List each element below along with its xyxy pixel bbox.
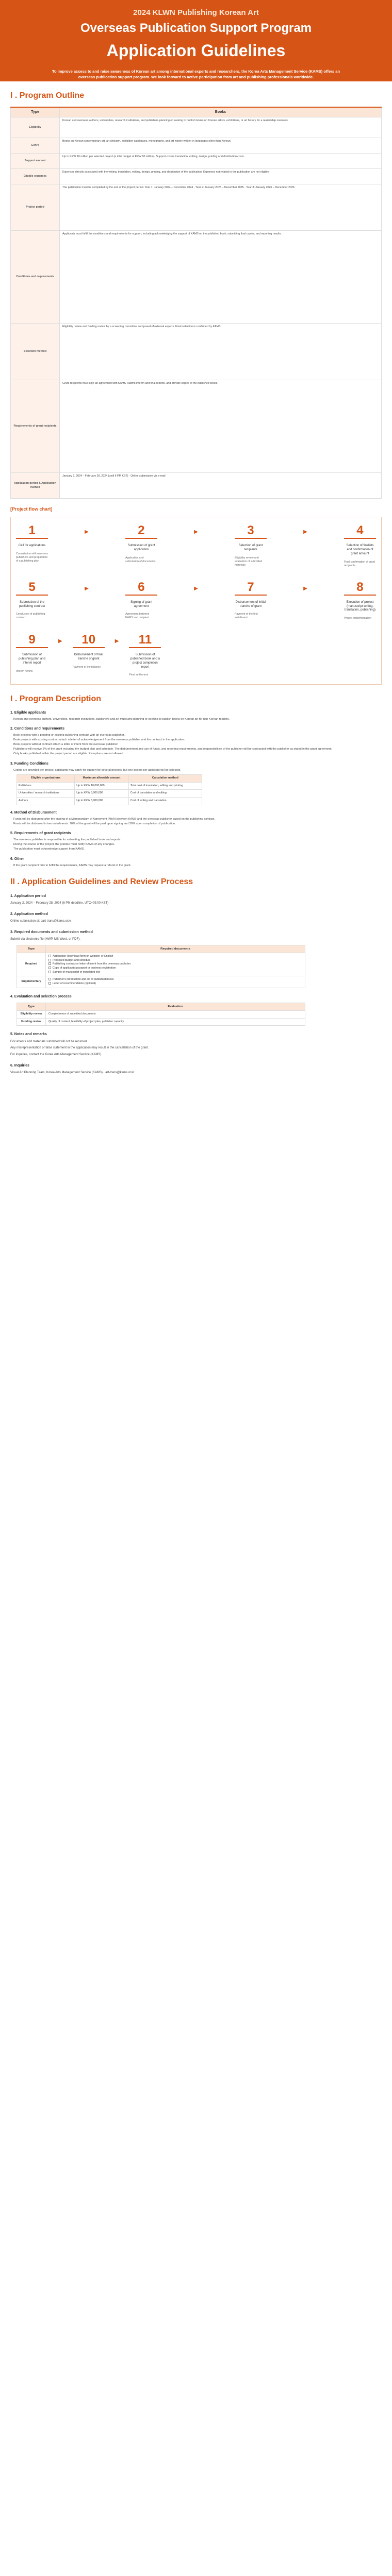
item-line: During the course of the project, the grantee must notify KAMS of any changes.	[13, 843, 115, 846]
doc-item: Application (download form on website) or English	[53, 954, 113, 958]
step-number: 5	[28, 580, 36, 594]
outline-row	[11, 138, 382, 154]
step-label: Disbursement of initial tranche of grant	[235, 600, 266, 608]
step-number: 1	[28, 523, 36, 538]
item-line: Publishers will receive 5% of the grant including the budget plan and schedule. The disbursement and use of funds, and reporting requirements, and responsibilities of the publisher will be contracted with the publisher as stated in the grant agreement.	[13, 748, 333, 751]
table-row	[17, 1018, 305, 1026]
item-line: Grants are provided per project; applicants may apply for support for several projects, but one project per applicant will be selected.	[13, 768, 181, 772]
outline-row	[11, 324, 382, 380]
step-detail: Interim review	[16, 669, 33, 673]
flow-step	[73, 634, 105, 669]
required-documents-table	[17, 945, 305, 988]
note-line: For inquiries, contact the Korea Arts Management Service (KAMS).	[10, 1053, 103, 1056]
step-number: 10	[81, 633, 96, 647]
step-detail: Final settlement	[129, 673, 149, 677]
review-cell: Completeness of submitted documents	[46, 1011, 305, 1019]
step-number: 6	[138, 580, 145, 594]
mini-cell: Total cost of translation, editing and printing	[128, 782, 202, 790]
item-line: Korean and overseas authors, universities, research institutions, publishers and art museums planning or seeking to publish books on Korean art for non-Korean readers.	[13, 717, 230, 721]
outline-text: January 2, 2024 – February 28, 2024 (until 6 PM KST) · Online submission via e-mail	[60, 473, 382, 499]
outline-row	[11, 154, 382, 169]
outline-label: Selection method	[11, 324, 60, 380]
item-heading: 6. Other	[10, 857, 24, 861]
table-row	[17, 782, 202, 790]
evaluation-table	[17, 1003, 305, 1026]
item-heading: 5. Notes and remarks	[10, 1032, 47, 1037]
doc-item: Proposed budget and schedule	[53, 958, 91, 962]
item-line: If the grant recipient fails to fulfill the requirements, KAMS may request a refund of the grant.	[13, 863, 132, 867]
step-detail: Eligibility review and evaluation of submitted materials	[234, 556, 263, 567]
docs-list	[46, 976, 305, 988]
flow-row-2	[16, 581, 376, 620]
flow-row-1	[16, 524, 376, 567]
flow-chart	[10, 517, 382, 685]
item-heading: 1. Application period	[10, 894, 46, 899]
item-heading: 4. Evaluation and selection process	[10, 994, 72, 998]
item-line: Only books published within the project period are eligible. Exceptions are not allowed.	[13, 752, 124, 756]
step-number: 7	[247, 580, 254, 594]
contact-line[interactable]: Visual Art Planning Team, Korea Arts Management Service (KAMS) · art-trans@kams.or.kr	[10, 1071, 135, 1074]
note-line: Documents and materials submitted will not be returned.	[10, 1040, 88, 1043]
mini-cell: Cost of translation and editing	[128, 790, 202, 798]
table-row	[17, 953, 305, 976]
item-heading: 3. Required documents and submission method	[10, 930, 93, 934]
outline-text: The publication must be completed by the end of the project period. Year 1: January 2024 – December 2024 · Year 2: January 2025 – December 2025 · Year 3: January 2026 – December 2026	[60, 184, 382, 231]
flow-step	[125, 524, 157, 564]
item-line: Submit via electronic file (HWP, MS Word, or PDF).	[10, 937, 80, 941]
step-detail: Agreement between KAMS and recipient	[125, 613, 150, 620]
item-heading: 5. Requirements of grant recipients	[10, 832, 71, 836]
table-row	[17, 1011, 305, 1019]
docs-type: Supplementary	[17, 976, 46, 988]
flow-step	[16, 581, 48, 620]
item-line: Book projects without contract attach a letter of intent from the overseas publisher.	[13, 743, 119, 747]
outline-label: Project period	[11, 184, 60, 231]
step-number: 2	[138, 523, 145, 538]
mini-header: Eligible organizations	[17, 774, 75, 782]
step-detail: Application and submission of documents	[125, 556, 156, 563]
outline-label: Genre	[11, 138, 60, 154]
doc-item: Letter of recommendation (optional)	[53, 981, 96, 985]
application-email-link[interactable]: Online submission at: cart-trans@kams.or.kr	[10, 920, 72, 923]
doc-item: Sample of manuscript or translated text	[53, 970, 101, 974]
mini-cell: Up to KRW 10,000,000	[75, 782, 129, 790]
arrow-right-icon: ▶	[303, 585, 307, 591]
mini-cell: Up to KRW 5,000,000	[75, 798, 129, 805]
checkbox-icon	[48, 971, 51, 973]
step-detail: Final confirmation of grant recipients	[344, 560, 375, 567]
note-line: Any misrepresentation or false statement in the application may result in the cancellation of the grant.	[10, 1046, 149, 1050]
checkbox-icon	[48, 959, 51, 961]
docs-header: Required documents	[46, 945, 305, 953]
outline-label: Application period & Application method	[11, 473, 60, 499]
table-row	[17, 976, 305, 988]
outline-label: Requirements of grant recipients	[11, 380, 60, 473]
outline-text: Applicants must fulfill the conditions and requirements for support, including acknowledging the support of KAMS on the published book, submitting final copies, and reporting results.	[60, 231, 382, 324]
header-title: Overseas Publication Support Program	[80, 21, 312, 35]
review-cell: Quality of content, feasibility of project plan, publisher capacity	[46, 1018, 305, 1026]
program-outline-section	[0, 90, 392, 685]
checkbox-icon	[48, 955, 51, 957]
step-detail: Project implementation	[344, 617, 371, 620]
review-header: Type	[17, 1003, 46, 1010]
item-heading: 2. Application method	[10, 912, 48, 916]
page	[0, 0, 392, 1076]
item-line: The publication must acknowledge support from KAMS.	[13, 848, 85, 851]
item-heading: 6. Inquiries	[10, 1063, 29, 1067]
header-title-guidelines: Application Guidelines	[106, 41, 286, 60]
section-title-outline: I . Program Outline	[10, 91, 85, 100]
flow-step	[16, 634, 48, 673]
step-label: Submission of publishing plan and interim report	[19, 653, 45, 665]
outline-label: Eligibility	[11, 117, 60, 138]
grant-amount-table	[17, 774, 202, 805]
docs-list	[46, 953, 305, 976]
step-number: 8	[356, 580, 364, 594]
item-line: Book projects with existing contract attach a letter of acknowledgement from the overseas publisher and the contract in the application.	[13, 738, 186, 742]
outline-label: Support amount	[11, 154, 60, 169]
outline-header-books: Books	[60, 107, 382, 117]
table-row	[17, 790, 202, 798]
outline-text: Expenses directly associated with the writing, translation, editing, design, printing, and distribution of the publication. Expenses not related to the publication are not eligible.	[60, 169, 382, 184]
header-subtitle: 2024 KLWN Publishing Korean Art	[133, 8, 259, 17]
checkbox-icon	[48, 978, 51, 980]
outline-text: Books on Korean contemporary art, art criticism, exhibition catalogues, monographs, and art history written in languages other than Korean.	[60, 138, 382, 154]
mini-cell: Up to KRW 8,000,000	[75, 790, 129, 798]
outline-text: Eligibility review and funding review by a screening committee composed of external experts. Final selection is confirmed by KAMS.	[60, 324, 382, 380]
step-detail: Payment of the first installment	[234, 613, 258, 620]
step-number: 9	[28, 633, 36, 647]
item-line: Funds will be disbursed in two installments: 70% of the grant will be paid upon signing and 30% upon completion of publication.	[13, 822, 176, 826]
doc-item: Copy of applicant's passport or business registration	[53, 966, 116, 970]
outline-text: Korean and overseas authors, universities, research institutions, and publishers planning or seeking to publish books on Korean artists, exhibitions, or art history for a readership overseas.	[60, 117, 382, 138]
docs-header: Type	[17, 945, 46, 953]
outline-table	[10, 107, 382, 499]
flow-step	[344, 524, 376, 567]
flow-step	[125, 581, 157, 620]
header-intro: To improve access to and raise awareness of Korean art among international experts and researchers, the Korea Arts Management Service (KAMS) offers an overseas publication support program. We look forward to active participation from art and publishing professionals worldwide.	[52, 69, 340, 80]
outline-row	[11, 231, 382, 324]
step-label: Execution of project (manuscript writing, translation, publishing)	[344, 600, 375, 612]
doc-item: Publishing contract or letter of intent from the overseas publisher	[53, 962, 131, 966]
step-detail: Conclusion of publishing contract	[16, 613, 45, 620]
header-banner	[0, 0, 392, 81]
step-label: Submission of grant application	[127, 544, 155, 552]
step-number: 3	[247, 523, 254, 538]
flow-step	[235, 524, 267, 567]
outline-row	[11, 473, 382, 499]
application-section	[0, 876, 392, 1075]
mini-cell: Authors	[17, 798, 75, 805]
step-detail: Payment of the balance	[72, 665, 101, 669]
table-row	[17, 798, 202, 805]
step-label: Disbursement of final tranche of grant	[74, 653, 103, 660]
checkbox-icon	[48, 967, 51, 969]
mini-cell: Universities / research institutions	[17, 790, 75, 798]
arrow-right-icon: ▶	[194, 529, 198, 535]
outline-row	[11, 169, 382, 184]
step-label: Submission of published book and a project completion report	[130, 653, 160, 669]
outline-label: Eligible expenses	[11, 169, 60, 184]
mini-cell: Cost of writing and translation	[128, 798, 202, 805]
doc-item: Publisher's introduction and list of published books	[53, 978, 114, 981]
outline-header-type: Type	[11, 107, 60, 117]
mini-cell: Publishers	[17, 782, 75, 790]
step-label: Selection of grant recipients	[238, 544, 263, 552]
review-cell: Funding review	[17, 1018, 46, 1026]
step-label: Call for applications	[18, 544, 46, 548]
outline-row	[11, 117, 382, 138]
mini-header: Calculation method	[128, 774, 202, 782]
item-line: The overseas publisher is responsible for submitting the published book and reports.	[13, 838, 121, 842]
arrow-right-icon: ▶	[58, 638, 62, 645]
checkbox-icon	[48, 962, 51, 965]
step-label: Submission of the publishing contract	[19, 600, 45, 608]
flow-step	[235, 581, 267, 620]
review-cell: Eligibility review	[17, 1011, 46, 1019]
arrow-right-icon: ▶	[85, 529, 89, 535]
step-detail: Consultation with overseas publishers and preparation of a publishing plan	[16, 552, 48, 563]
item-heading: 2. Conditions and requirements	[10, 726, 65, 731]
section-title-application: II . Application Guidelines and Review Process	[10, 877, 193, 886]
outline-text: Up to KRW 10 million per selected project (a total budget of KRW 60 million). Support covers translation, editing, design, printing and distribution costs.	[60, 154, 382, 169]
item-heading: 4. Method of Disbursement	[10, 810, 57, 815]
step-label: Selection of finalists and confirmation of grant amount	[346, 544, 374, 555]
item-line: Book projects with a pending or existing publishing contract with an overseas publisher.	[13, 733, 125, 737]
item-line: Funds will be disbursed after the signing of a Memorandum of Agreement (MoA) between KAMS and the overseas publisher based on the publishing contract.	[13, 817, 215, 821]
flow-step	[129, 634, 161, 677]
arrow-right-icon: ▶	[303, 529, 307, 535]
outline-row	[11, 380, 382, 473]
outline-text: Grant recipients must sign an agreement with KAMS, submit interim and final reports, and provide copies of the published books.	[60, 380, 382, 473]
item-line: January 2, 2024 – February 28, 2024 (6 PM deadline, UTC+09:00 KST)	[10, 902, 109, 905]
flow-step	[344, 581, 376, 620]
flow-step	[16, 524, 48, 563]
program-description-section	[0, 693, 392, 867]
review-header: Evaluation	[46, 1003, 305, 1010]
flow-chart-title: [Project flow chart]	[10, 506, 53, 512]
flow-row-3	[16, 634, 376, 677]
checkbox-icon	[48, 982, 51, 985]
mini-header: Maximum allowable amount	[75, 774, 129, 782]
arrow-right-icon: ▶	[115, 638, 119, 645]
step-number: 4	[356, 523, 364, 538]
section-title-description: I . Program Description	[10, 694, 102, 704]
arrow-right-icon: ▶	[85, 585, 89, 591]
step-number: 11	[138, 633, 152, 647]
docs-type: Required	[17, 953, 46, 976]
step-label: Signing of grant agreement	[130, 600, 152, 608]
outline-row	[11, 184, 382, 231]
item-heading: 3. Funding Conditions	[10, 761, 48, 766]
item-heading: 1. Eligible applicants	[10, 710, 46, 715]
outline-label: Conditions and requirements	[11, 231, 60, 324]
arrow-right-icon: ▶	[194, 585, 198, 591]
